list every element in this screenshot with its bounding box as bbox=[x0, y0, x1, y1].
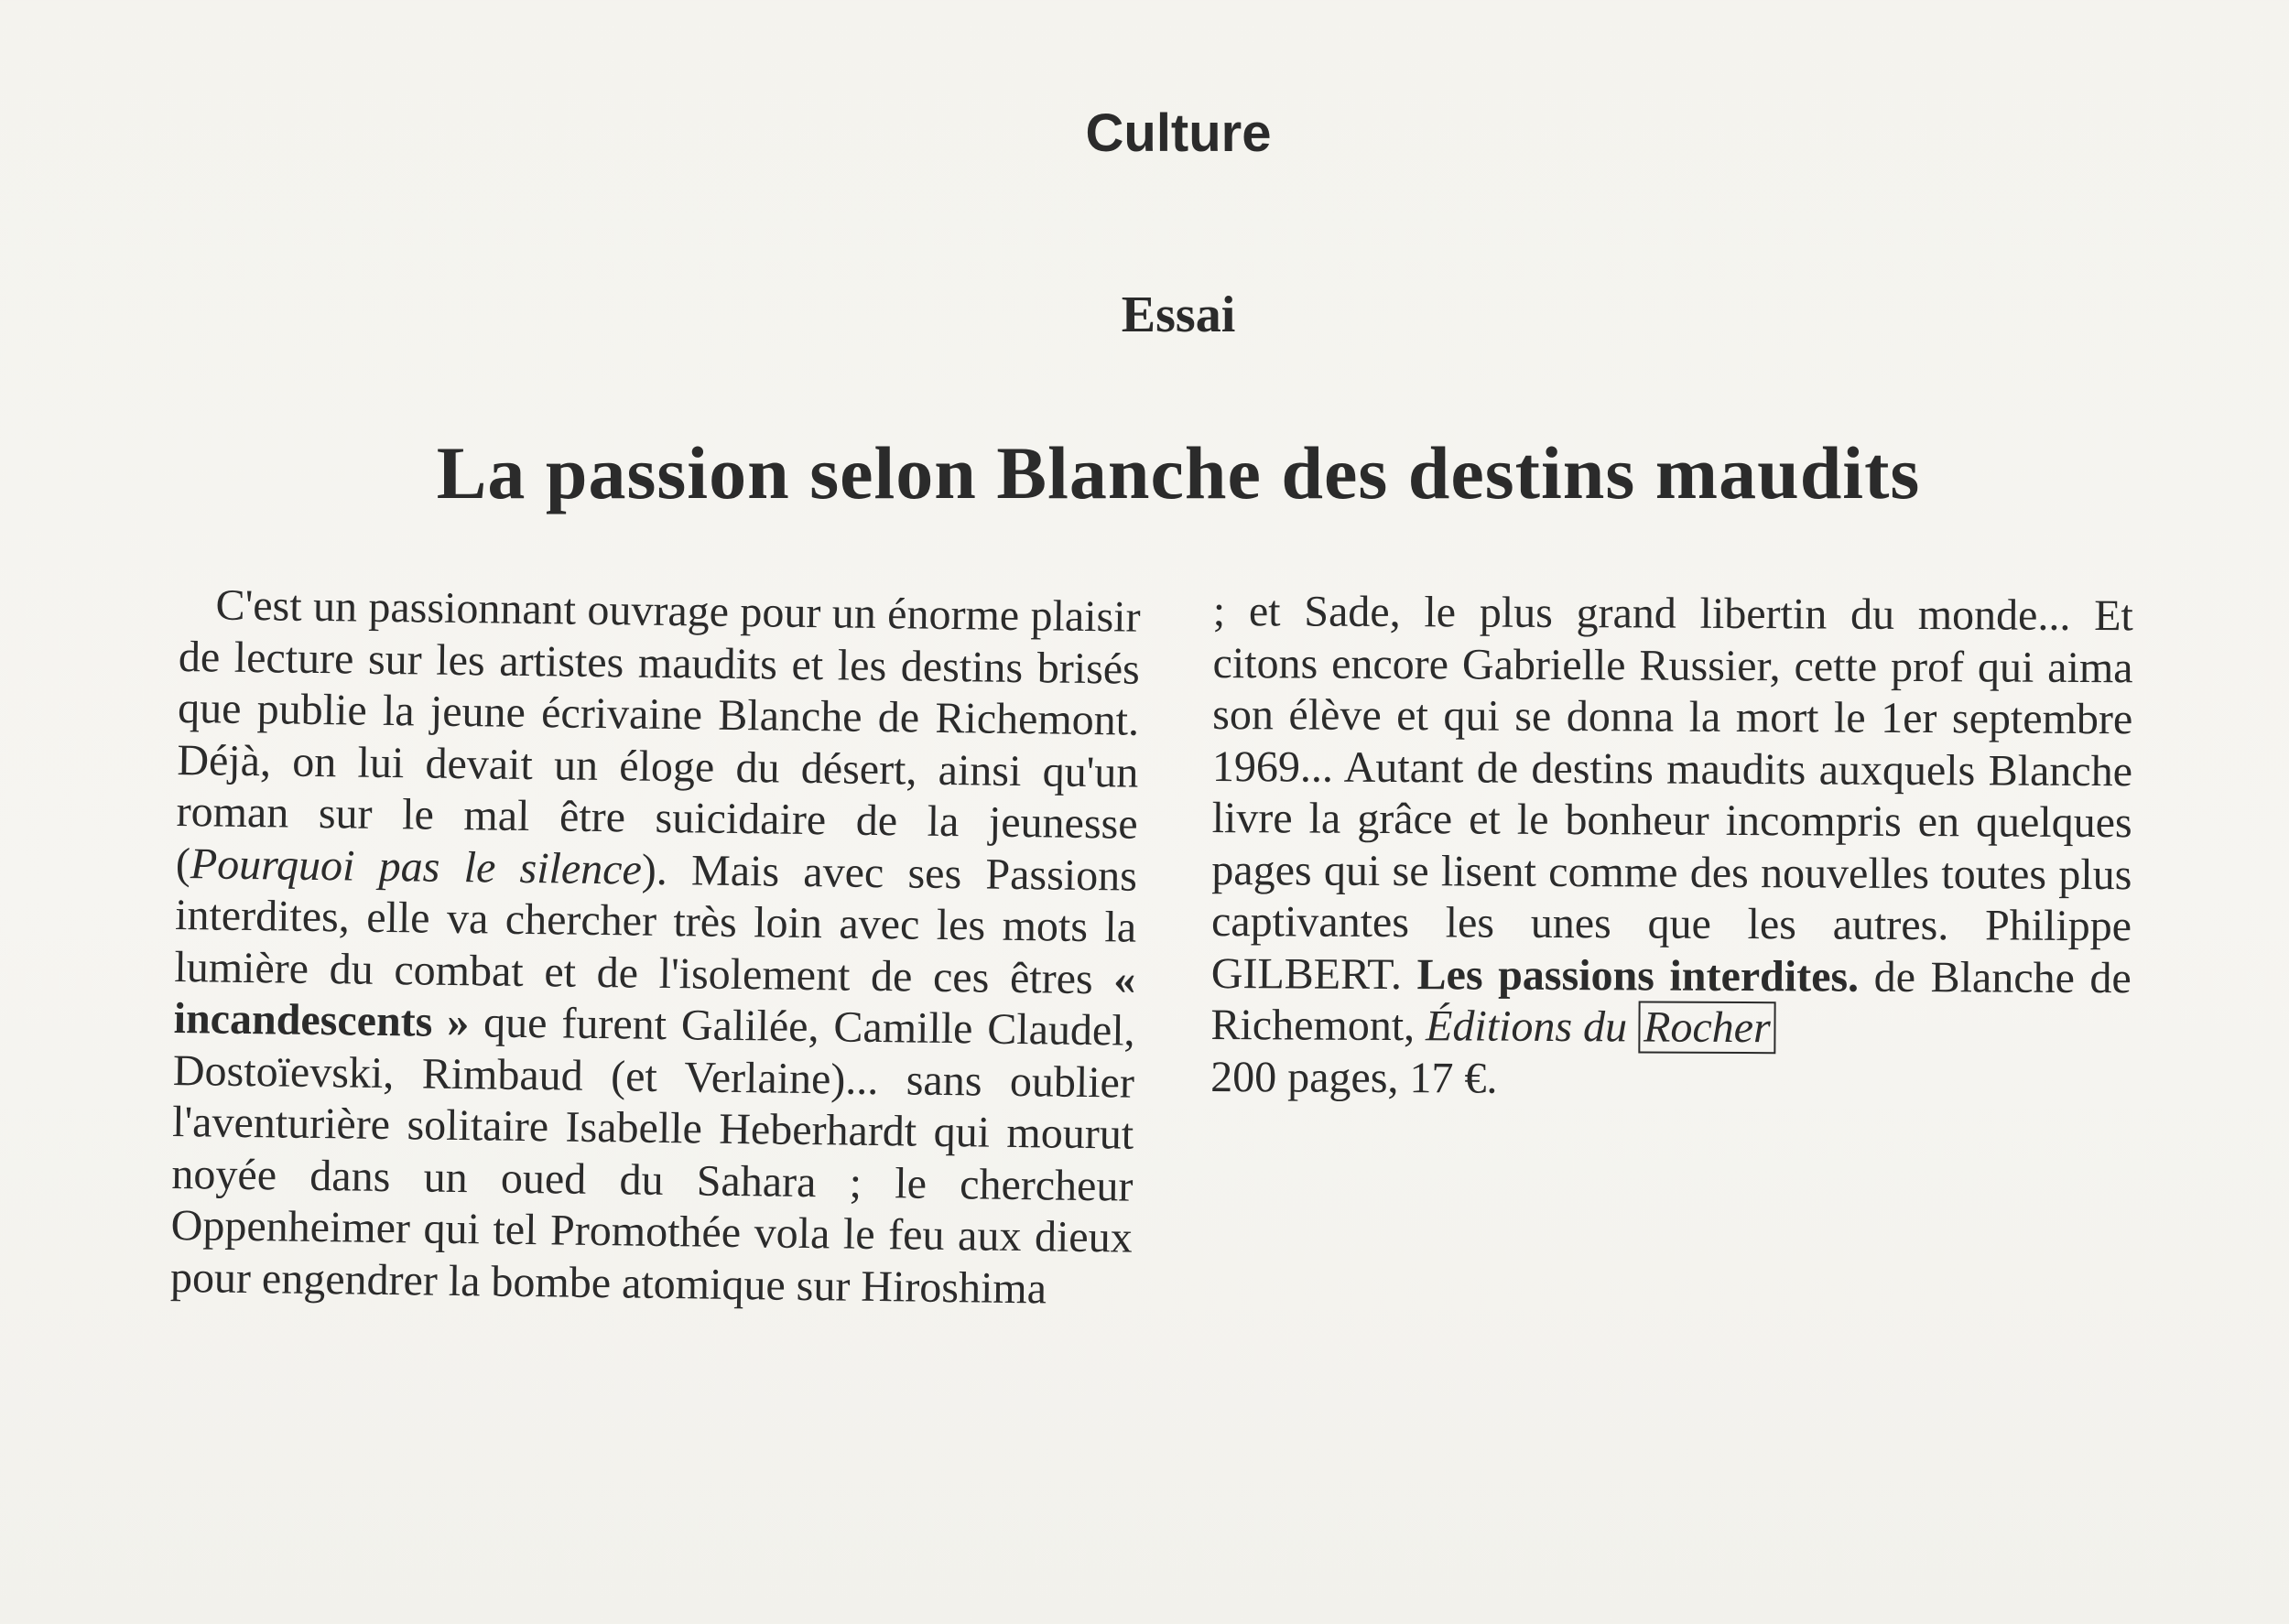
article-column-right bbox=[1210, 586, 2133, 1108]
publisher-boxed: Rocher bbox=[1638, 1001, 1776, 1054]
book-title-italic: Pourquoi pas le silence bbox=[190, 839, 643, 894]
left-end-text: que furent Galilée, Camille Claudel, Dostoïevski, Rimbaud (et Verlaine)... sans oublier l'aventurière solitaire Isabelle Heberhardt qui mourut noyée dans un oued du Sahara ; le chercheur Oppenheimer qui tel Promothée vola le feu aux dieux pour engendrer la bombe atomique sur Hiroshima bbox=[169, 998, 1135, 1313]
author-text: de Blanche de Richemont, bbox=[1210, 952, 2132, 1051]
article-column-left bbox=[170, 579, 1141, 1316]
middle-text: ). Mais avec ses Passions interdites, elle va chercher très loin avec les mots la lumière du combat et de l'isolement de ces êtres bbox=[174, 845, 1138, 1003]
headline: La passion selon Blanche des destins maudits bbox=[436, 431, 1921, 514]
quoted-bold-text: « incandescents » bbox=[173, 954, 1136, 1047]
right-start-text: ; et Sade, le plus grand libertin du monde... Et citons encore Gabrielle Russier, cette prof qui aima son élève et qui se donna la mort le 1er septembre 1969... Autant de destins maudits auxquels Blanche livre la grâce et le bonheur incompris en quelques pages qui se lisent comme des nouvelles toutes plus captivantes les unes que les autres. Philippe GILBERT. bbox=[1210, 587, 2133, 999]
article-paragraph-continued bbox=[1210, 586, 2133, 1108]
kicker: Essai bbox=[1121, 287, 1236, 343]
intro-text: C'est un passionnant ouvrage pour un énorme plaisir de lecture sur les artistes maudits et les destins brisés que publie la jeune écrivaine Blanche de Richemont. Déjà, on lui devait un éloge du désert, ainsi qu'un roman sur le mal être suicidaire de la jeunesse ( bbox=[175, 580, 1141, 888]
pages-price: 200 pages, 17 €. bbox=[1210, 1052, 1498, 1103]
book-title-bold: Les passions interdites. bbox=[1416, 949, 1860, 1001]
publisher-italic: Éditions du bbox=[1425, 1001, 1639, 1052]
article-paragraph bbox=[170, 579, 1141, 1316]
section-label: Culture bbox=[1085, 103, 1272, 163]
